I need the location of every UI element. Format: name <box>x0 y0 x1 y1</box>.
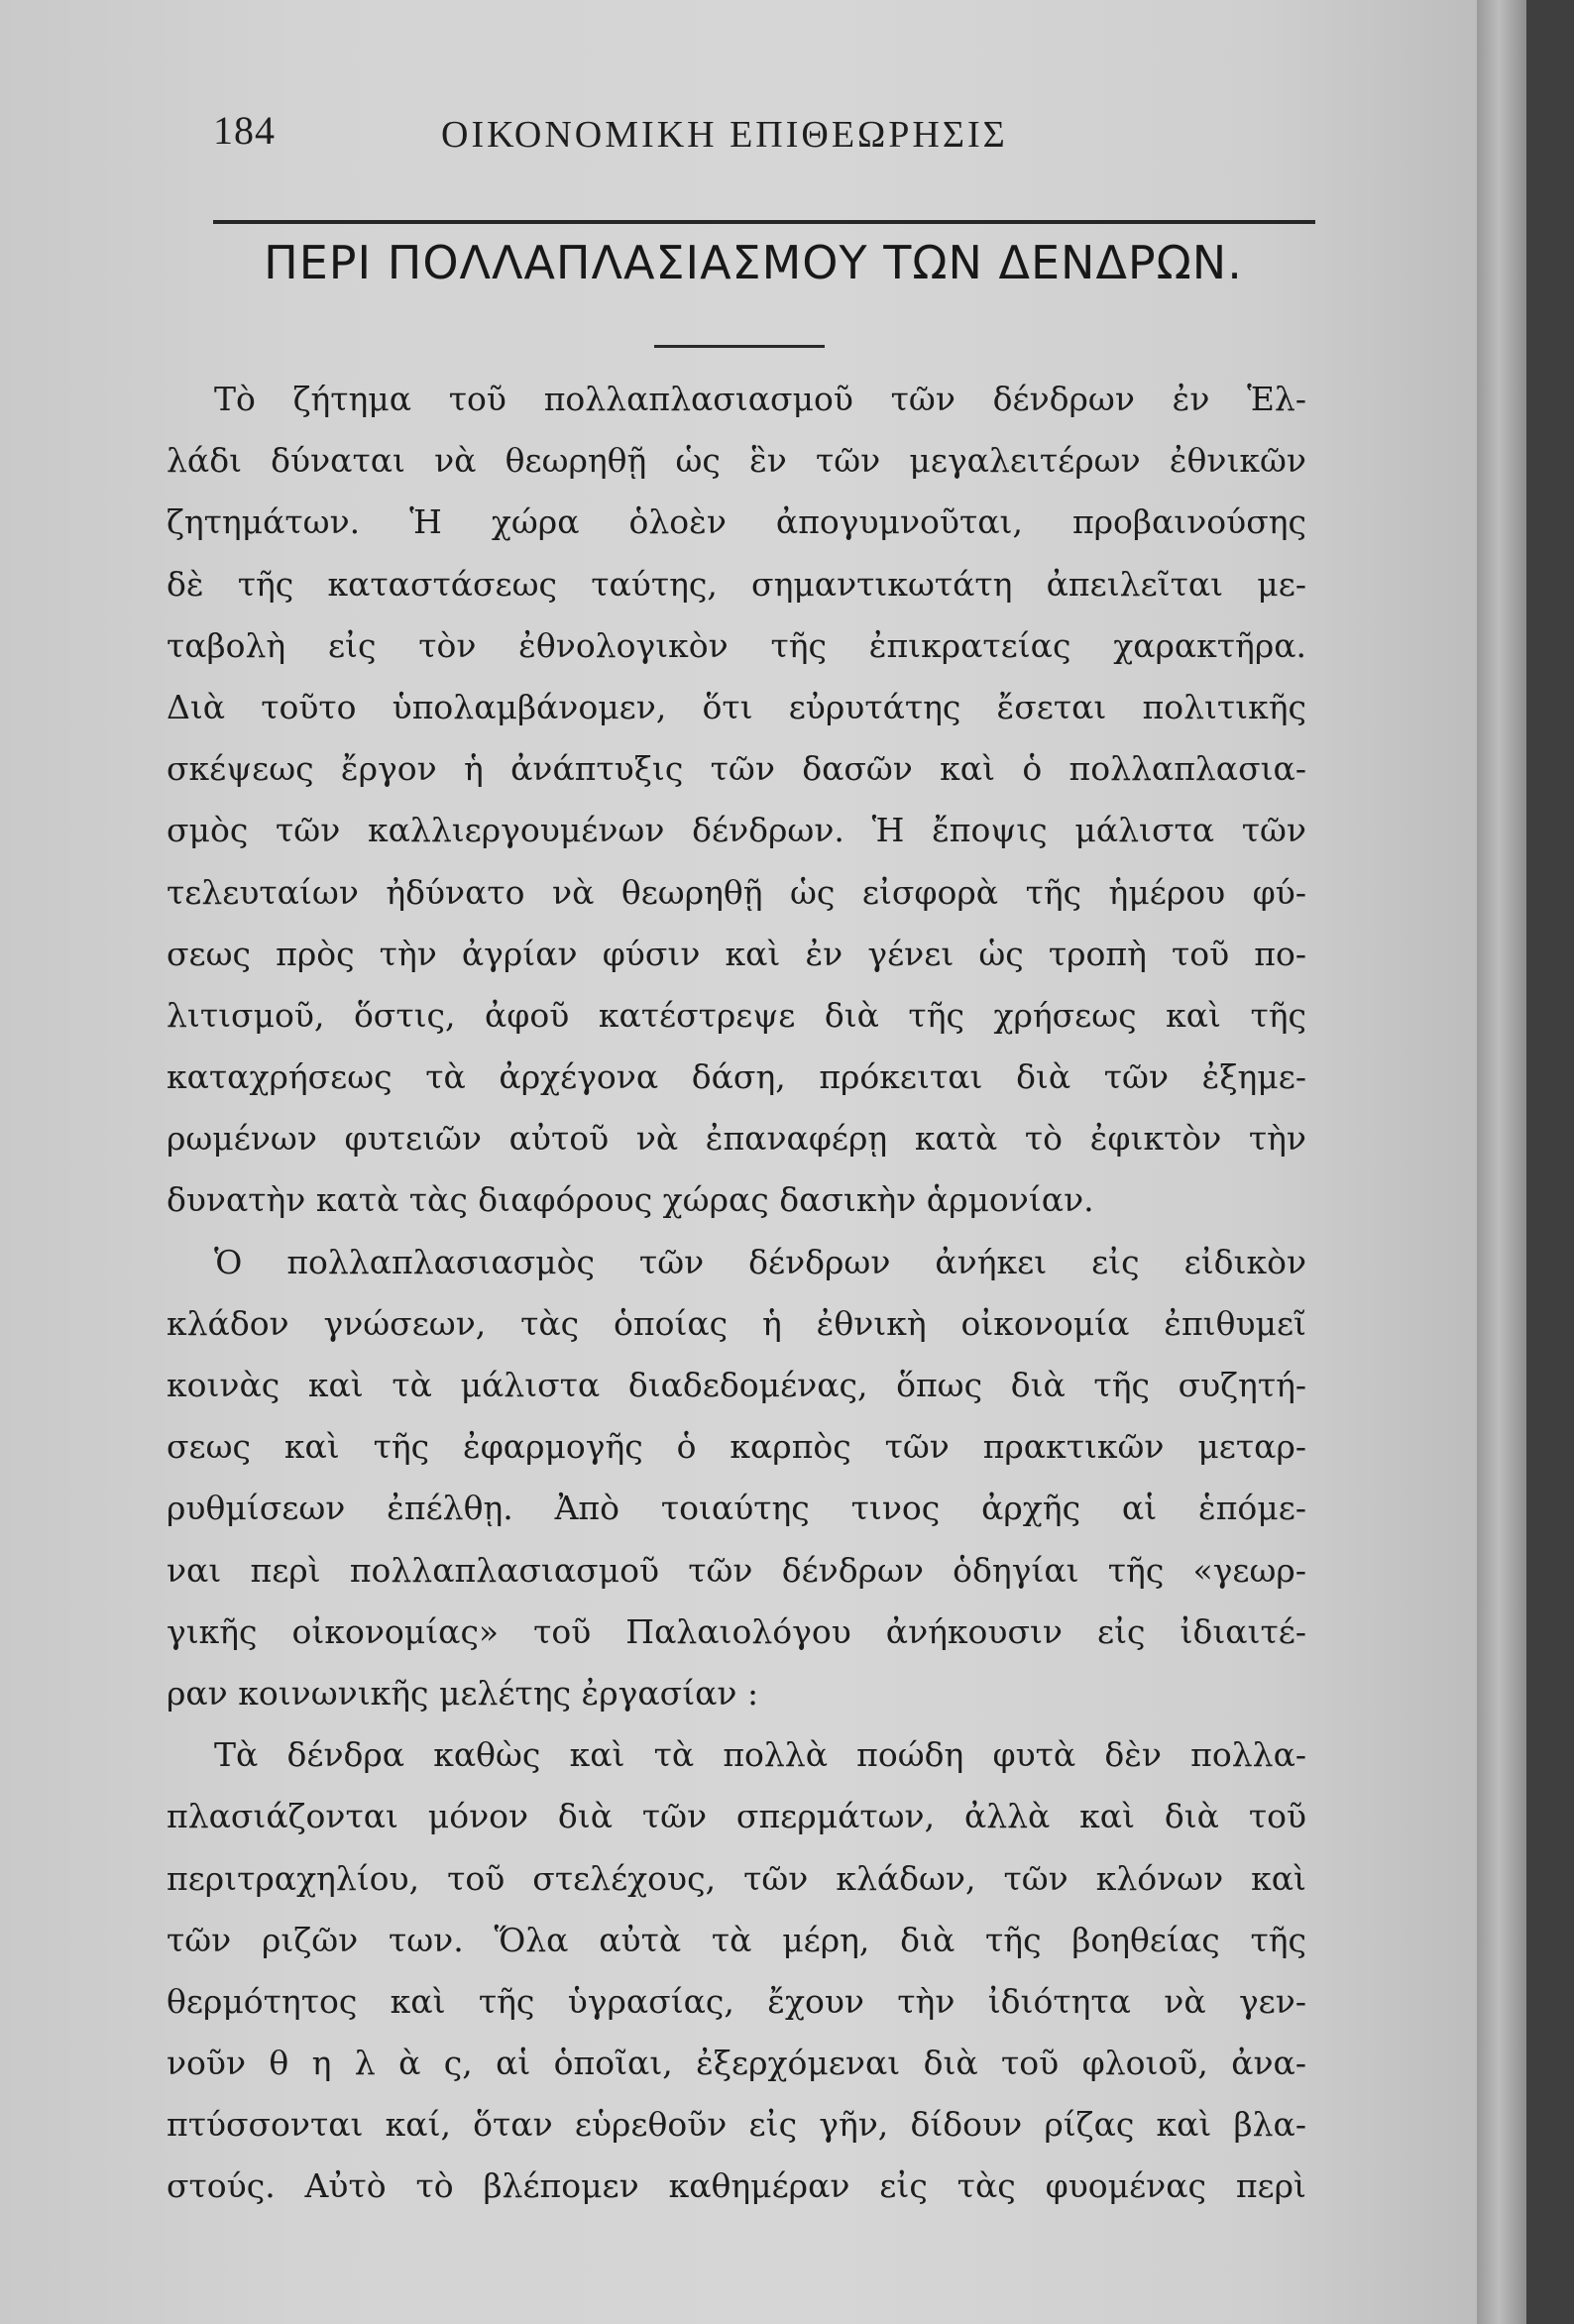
text-line: ζητημάτων. Ἡ χώρα ὁλοὲν ἀπογυμνοῦται, προβαινούσης <box>167 502 1306 542</box>
text-line: θερμότητος καὶ τῆς ὑγρασίας, ἔχουν τὴν ἰδιότητα νὰ γεν- <box>167 1981 1306 2021</box>
text-line: καταχρήσεως τὰ ἀρχέγονα δάση, πρόκειται διὰ τῶν ἐξημε- <box>167 1057 1306 1097</box>
text-line: σεως καὶ τῆς ἐφαρμογῆς ὁ καρπὸς τῶν πρακτικῶν μεταρ- <box>167 1427 1306 1467</box>
article-title: ΠΕΡΙ ΠΟΛΛΑΠΛΑΣΙΑΣΜΟΥ ΤΩΝ ΔΕΝΔΡΩΝ. <box>264 236 1243 289</box>
text-line: περιτραχηλίου, τοῦ στελέχους, τῶν κλάδων, τῶν κλόνων καὶ <box>167 1858 1306 1898</box>
text-line: τελευταίων ἠδύνατο νὰ θεωρηθῇ ὡς εἰσφορὰ τῆς ἡμέρου φύ- <box>167 872 1306 912</box>
running-header <box>203 107 1066 157</box>
header-rule <box>213 220 1315 224</box>
text-line: νοῦν θ η λ ὰ ς, αἱ ὁποῖαι, ἐξερχόμεναι διὰ τοῦ φλοιοῦ, ἀνα- <box>167 2044 1306 2083</box>
text-line: Τὸ ζήτημα τοῦ πολλαπλασιασμοῦ τῶν δένδρων ἐν Ἑλ- <box>214 380 1306 418</box>
text-line: δυνατὴν κατὰ τὰς διαφόρους χώρας δασικὴν ἁρμονίαν. <box>167 1180 1094 1220</box>
text-line: ναι περὶ πολλαπλασιασμοῦ τῶν δένδρων ὁδηγίαι τῆς «γεωρ- <box>167 1550 1306 1590</box>
text-line: τῶν ριζῶν των. Ὅλα αὐτὰ τὰ μέρη, διὰ τῆς βοηθείας τῆς <box>167 1920 1306 1959</box>
text-line: σκέψεως ἔργον ἡ ἀνάπτυξις τῶν δασῶν καὶ ὁ πολλαπλασια- <box>167 749 1306 789</box>
text-line: κλάδον γνώσεων, τὰς ὁποίας ἡ ἐθνικὴ οἰκονομία ἐπιθυμεῖ <box>167 1303 1306 1343</box>
text-line: γικῆς οἰκονομίας» τοῦ Παλαιολόγου ἀνήκουσιν εἰς ἰδιαιτέ- <box>167 1611 1306 1651</box>
title-rule <box>654 345 825 348</box>
book-gutter <box>1477 0 1526 2324</box>
text-line: Τὰ δένδρα καθὼς καὶ τὰ πολλὰ ποώδη φυτὰ δὲν πολλα- <box>214 1735 1306 1775</box>
text-line: σμὸς τῶν καλλιεργουμένων δένδρων. Ἡ ἔποψις μάλιστα τῶν <box>167 811 1306 850</box>
text-line: πλασιάζονται μόνον διὰ τῶν σπερμάτων, ἀλλὰ καὶ διὰ τοῦ <box>167 1797 1306 1836</box>
text-line: ρωμένων φυτειῶν αὐτοῦ νὰ ἐπαναφέρῃ κατὰ τὸ ἐφικτὸν τὴν <box>167 1119 1306 1159</box>
text-line: Ὁ πολλαπλασιασμὸς τῶν δένδρων ἀνήκει εἰς εἰδικὸν <box>214 1242 1306 1281</box>
text-line: λάδι δύναται νὰ θεωρηθῇ ὡς ἓν τῶν μεγαλειτέρων ἐθνικῶν <box>167 441 1306 481</box>
page-number: 184 <box>213 108 276 153</box>
text-line: λιτισμοῦ, ὅστις, ἀφοῦ κατέστρεψε διὰ τῆς χρήσεως καὶ τῆς <box>167 995 1306 1035</box>
journal-title: ΟΙΚΟΝΟΜΙΚΗ ΕΠΙΘΕΩΡΗΣΙΣ <box>441 114 1008 156</box>
text-line: Διὰ τοῦτο ὑπολαμβάνομεν, ὅτι εὐρυτάτης ἔσεται πολιτικῆς <box>167 687 1306 726</box>
text-line: κοινὰς καὶ τὰ μάλιστα διαδεδομένας, ὅπως διὰ τῆς συζητή- <box>167 1366 1306 1404</box>
text-line: πτύσσονται καί, ὅταν εὑρεθοῦν εἰς γῆν, δίδουν ρίζας καὶ βλα- <box>167 2105 1306 2145</box>
article-body <box>167 369 1306 2218</box>
text-line: ραν κοινωνικῆς μελέτης ἐργασίαν : <box>167 1673 759 1713</box>
text-line: σεως πρὸς τὴν ἀγρίαν φύσιν καὶ ἐν γένει ὡς τροπὴ τοῦ πο- <box>167 934 1306 973</box>
text-line: δὲ τῆς καταστάσεως ταύτης, σημαντικωτάτη ἀπειλεῖται με- <box>167 564 1306 604</box>
text-line: στούς. Αὐτὸ τὸ βλέπομεν καθημέραν εἰς τὰς φυομένας περὶ <box>167 2166 1306 2206</box>
scan-edge <box>1526 0 1574 2324</box>
text-line: ρυθμίσεων ἐπέλθῃ. Ἀπὸ τοιαύτης τινος ἀρχῆς αἱ ἑπόμε- <box>167 1489 1306 1528</box>
text-line: ταβολὴ εἰς τὸν ἐθνολογικὸν τῆς ἐπικρατείας χαρακτῆρα. <box>167 625 1306 665</box>
